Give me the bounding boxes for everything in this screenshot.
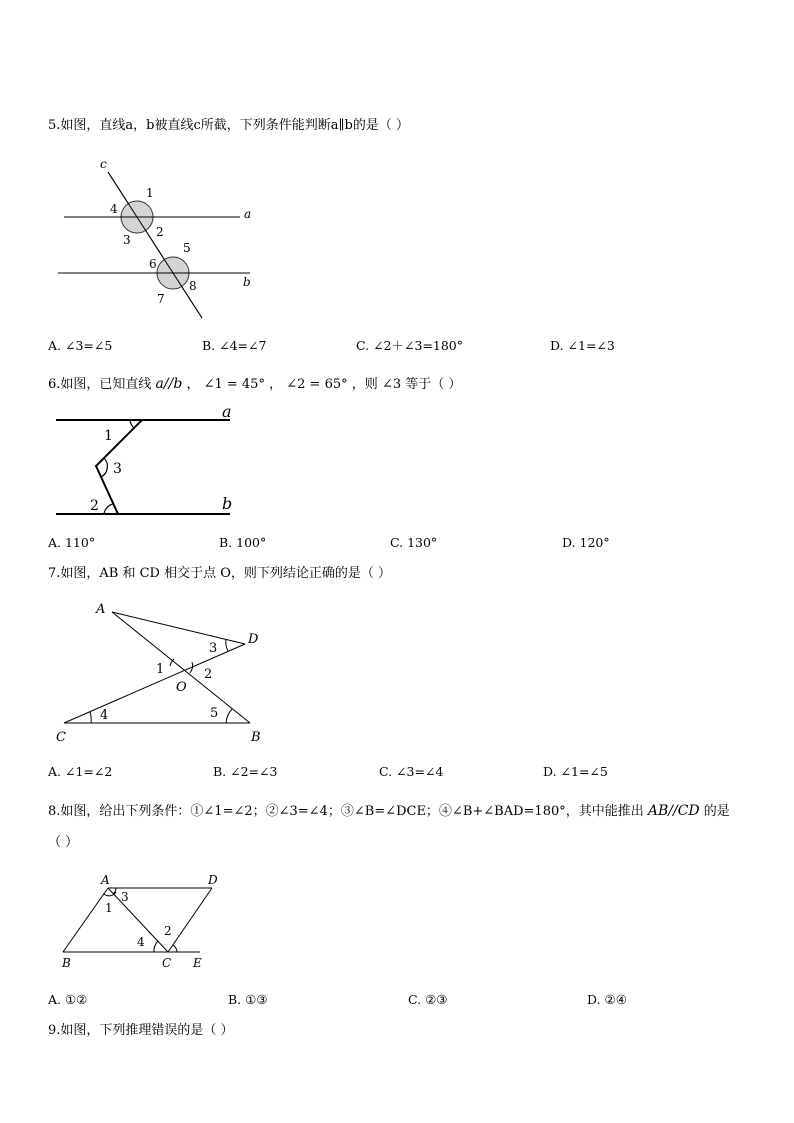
- label-b: b: [222, 494, 233, 513]
- question-5-option-b[interactable]: B. ∠4=∠7: [202, 338, 267, 353]
- formula-a-parallel-b: a//b: [155, 376, 183, 392]
- question-7-option-c[interactable]: C. ∠3=∠4: [379, 764, 444, 779]
- label-3: 3: [113, 461, 122, 477]
- label-3: 3: [123, 233, 131, 247]
- label-2: 2: [204, 667, 213, 682]
- label-b: b: [243, 275, 251, 289]
- formula-ab-parallel-cd: AB//CD: [647, 803, 700, 819]
- label-D: D: [208, 873, 218, 887]
- label-3: 3: [209, 641, 218, 656]
- label-C: C: [162, 956, 172, 970]
- question-5-figure: [50, 152, 260, 322]
- label-4: 4: [137, 935, 145, 949]
- label-1: 1: [104, 428, 113, 444]
- question-8-option-c[interactable]: C. ②③: [408, 992, 448, 1007]
- label-4: 4: [110, 202, 118, 216]
- label-5: 5: [183, 241, 191, 255]
- stem-text: 的是: [703, 804, 730, 819]
- stem-separator: ，: [269, 377, 283, 392]
- label-1: 1: [156, 662, 165, 677]
- label-5: 5: [210, 706, 219, 721]
- formula-angle-2: ∠2 = 65°: [286, 377, 348, 392]
- stem-text: 6.如图，已知直线: [48, 377, 152, 392]
- question-8-stem: [48, 802, 730, 821]
- question-8-option-d[interactable]: D. ②④: [587, 992, 627, 1007]
- label-6: 6: [149, 257, 157, 271]
- question-6-option-b[interactable]: B. 100°: [219, 535, 267, 550]
- label-A: A: [96, 602, 106, 617]
- stem-text: 8.如图，给出下列条件：①∠1=∠2；②∠3=∠4；③∠B=∠DCE；④∠B+∠BAD=180°，其中能推出: [48, 804, 644, 819]
- label-a: a: [244, 207, 252, 221]
- formula-angle-1: ∠1 = 45°: [203, 377, 265, 392]
- label-a: a: [222, 402, 232, 421]
- question-7-stem: 7.如图，AB 和 CD 相交于点 O，则下列结论正确的是（ ）: [48, 566, 392, 581]
- question-8-option-a[interactable]: A. ①②: [48, 992, 88, 1007]
- label-C: C: [56, 730, 66, 745]
- stem-text: 等于（ ）: [405, 377, 462, 392]
- question-6-option-d[interactable]: D. 120°: [562, 535, 610, 550]
- label-D: D: [248, 632, 259, 647]
- question-6-stem: [48, 375, 461, 394]
- label-2: 2: [164, 924, 172, 938]
- question-5-option-d[interactable]: D. ∠1=∠3: [550, 338, 615, 353]
- formula-angle-3: ∠3: [381, 377, 402, 392]
- label-B: B: [251, 730, 261, 745]
- label-E: E: [193, 956, 202, 970]
- question-6-option-a[interactable]: A. 110°: [48, 535, 96, 550]
- label-O: O: [176, 680, 187, 695]
- label-A: A: [101, 873, 110, 887]
- question-5-option-c[interactable]: C. ∠2＋∠3=180°: [356, 338, 464, 353]
- label-2: 2: [90, 498, 99, 514]
- question-7-option-d[interactable]: D. ∠1=∠5: [543, 764, 608, 779]
- label-8: 8: [189, 279, 197, 293]
- label-1: 1: [146, 186, 154, 200]
- question-7-figure: [50, 596, 275, 748]
- question-8-stem-line2: （ ）: [48, 835, 79, 850]
- question-8-figure: [50, 870, 230, 972]
- label-1: 1: [105, 901, 113, 915]
- label-4: 4: [100, 708, 109, 723]
- question-8-option-b[interactable]: B. ①③: [228, 992, 268, 1007]
- question-6-option-c[interactable]: C. 130°: [390, 535, 438, 550]
- question-5-option-a[interactable]: A. ∠3=∠5: [48, 338, 113, 353]
- stem-text: ，则: [351, 377, 378, 392]
- stem-separator: ，: [186, 377, 200, 392]
- label-7: 7: [157, 292, 165, 306]
- label-B: B: [62, 956, 71, 970]
- label-2: 2: [156, 225, 164, 239]
- label-3: 3: [121, 890, 129, 904]
- question-7-option-b[interactable]: B. ∠2=∠3: [213, 764, 278, 779]
- question-9-stem: 9.如图，下列推理错误的是（ ）: [48, 1023, 234, 1038]
- question-6-figure: [50, 400, 250, 522]
- question-7-option-a[interactable]: A. ∠1=∠2: [48, 764, 113, 779]
- question-5-stem: 5.如图，直线a，b被直线c所截，下列条件能判断a∥b的是（ ）: [48, 118, 409, 133]
- label-c: c: [100, 157, 107, 171]
